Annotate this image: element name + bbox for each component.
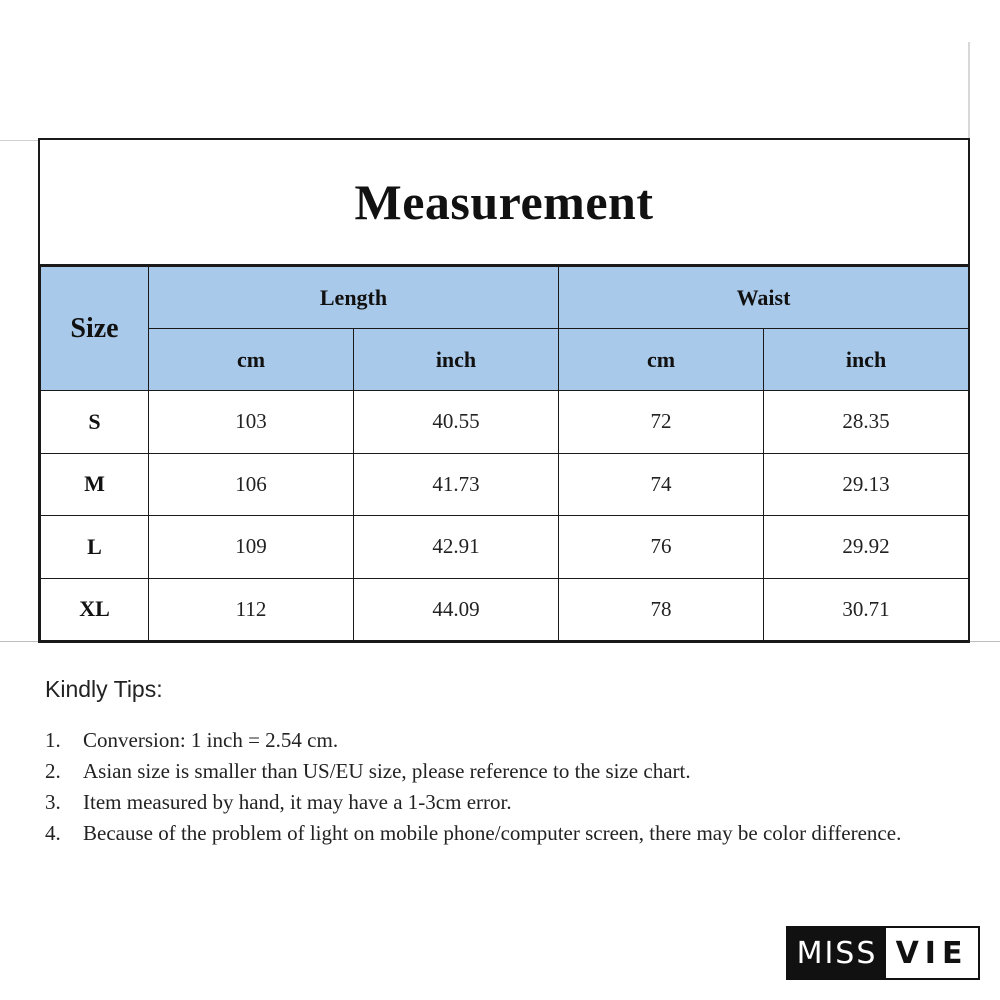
tip-number: 1. <box>45 728 61 752</box>
table-row <box>41 391 969 454</box>
length-cm-cell: 106 <box>149 453 354 516</box>
waist-cm-cell: 72 <box>559 391 764 454</box>
unit-header-length-inch: inch <box>354 329 559 391</box>
tip-number: 2. <box>45 759 61 783</box>
tip-text: Because of the problem of light on mobile phone/computer screen, there may be color difference. <box>83 821 902 845</box>
size-cell: L <box>41 516 149 579</box>
unit-header-length-cm: cm <box>149 329 354 391</box>
size-chart <box>38 138 970 643</box>
size-cell: S <box>41 391 149 454</box>
waist-inch-cell: 29.92 <box>764 516 969 579</box>
size-table <box>40 266 969 641</box>
waist-cm-cell: 74 <box>559 453 764 516</box>
list-item <box>45 787 945 818</box>
length-inch-cell: 40.55 <box>354 391 559 454</box>
header-row-groups <box>41 267 969 329</box>
length-header: Length <box>149 267 559 329</box>
guide-line-vertical <box>968 42 970 138</box>
tips-title: Kindly Tips: <box>45 676 163 702</box>
tip-number: 4. <box>45 821 61 845</box>
table-row <box>41 578 969 641</box>
tip-text: Asian size is smaller than US/EU size, please reference to the size chart. <box>83 759 691 783</box>
waist-inch-cell: 28.35 <box>764 391 969 454</box>
logo-text-right: VIE <box>895 935 969 971</box>
list-item <box>45 818 945 849</box>
waist-header: Waist <box>559 267 969 329</box>
tips-list <box>45 725 945 849</box>
length-cm-cell: 112 <box>149 578 354 641</box>
unit-header-waist-cm: cm <box>559 329 764 391</box>
tip-number: 3. <box>45 790 61 814</box>
size-header: Size <box>41 267 149 391</box>
list-item <box>45 756 945 787</box>
list-item <box>45 725 945 756</box>
size-cell: XL <box>41 578 149 641</box>
logo-text-left: MISS <box>788 928 886 978</box>
header-row-units <box>41 329 969 391</box>
waist-cm-cell: 78 <box>559 578 764 641</box>
length-inch-cell: 41.73 <box>354 453 559 516</box>
waist-inch-cell: 29.13 <box>764 453 969 516</box>
waist-inch-cell: 30.71 <box>764 578 969 641</box>
brand-logo <box>786 926 980 980</box>
table-row <box>41 453 969 516</box>
tip-text: Conversion: 1 inch = 2.54 cm. <box>83 728 339 752</box>
length-cm-cell: 103 <box>149 391 354 454</box>
chart-title: Measurement <box>40 140 968 266</box>
waist-cm-cell: 76 <box>559 516 764 579</box>
length-inch-cell: 44.09 <box>354 578 559 641</box>
size-cell: M <box>41 453 149 516</box>
length-inch-cell: 42.91 <box>354 516 559 579</box>
table-row <box>41 516 969 579</box>
unit-header-waist-inch: inch <box>764 329 969 391</box>
kindly-tips <box>45 676 945 849</box>
length-cm-cell: 109 <box>149 516 354 579</box>
tip-text: Item measured by hand, it may have a 1-3cm error. <box>83 790 512 814</box>
guide-line-left <box>0 140 38 141</box>
